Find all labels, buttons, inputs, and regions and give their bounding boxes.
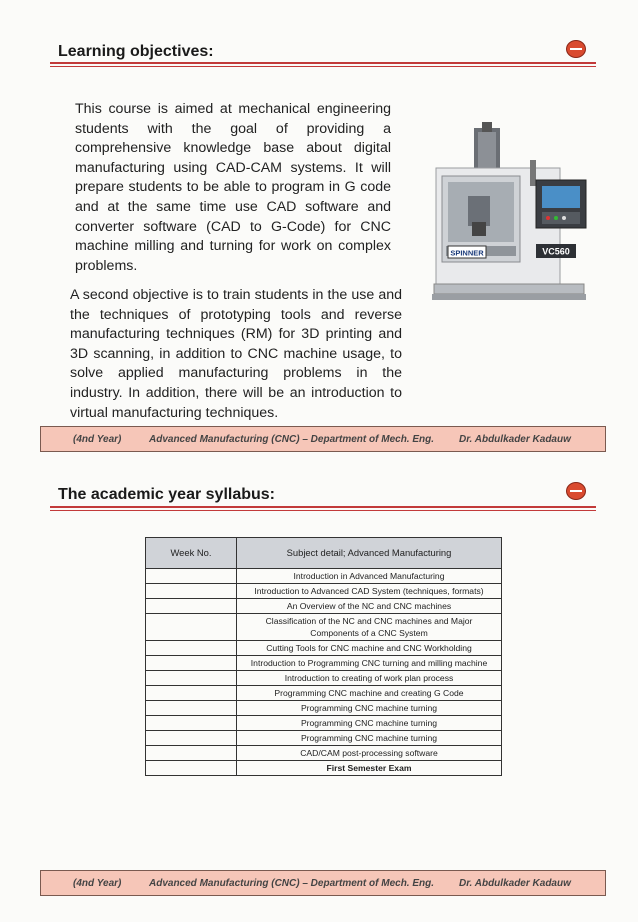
section-divider [50, 506, 596, 511]
subject-cell: Introduction in Advanced Manufacturing [237, 569, 502, 584]
subject-cell: Introduction to creating of work plan process [237, 671, 502, 686]
paragraph-line: problems. [75, 257, 138, 274]
paragraph-line: industry. In addition, there will be an introduction to [70, 384, 402, 401]
week-cell [146, 761, 237, 776]
week-cell [146, 701, 237, 716]
table-row [146, 761, 502, 776]
table-row [146, 584, 502, 599]
paragraph-line: the techniques of prototyping tools and reverse [70, 306, 402, 323]
section-bullet-icon [566, 482, 586, 500]
section-divider [50, 62, 596, 67]
table-row [146, 599, 502, 614]
week-cell [146, 716, 237, 731]
paragraph-line: 3D scanning, in addition to CNC machine usage, to [70, 345, 402, 362]
week-cell [146, 656, 237, 671]
paragraph-line: This course is aimed at mechanical engineering [75, 101, 391, 117]
subject-cell: CAD/CAM post-processing software [237, 746, 502, 761]
page-footer-bottom [40, 870, 606, 896]
paragraph-line: converter software (CAD to G-Code) for CNC [75, 218, 391, 235]
paragraph-line: prepare students to be able to program in G code [75, 179, 391, 196]
paragraph-line: A second objective is to train students in the use and [70, 287, 402, 303]
paragraph-line: and at the same time use CAD software and [75, 198, 391, 215]
footer-author: Dr. Abdulkader Kadauw [459, 878, 571, 889]
paragraph-line: manufacturing using CAD-CAM systems. It will [75, 159, 391, 176]
objectives-paragraph-1 [75, 100, 391, 276]
table-row [146, 716, 502, 731]
subject-cell: Programming CNC machine turning [237, 701, 502, 716]
subject-cell: An Overview of the NC and CNC machines [237, 599, 502, 614]
footer-year: (4nd Year) [73, 878, 122, 889]
week-cell [146, 614, 237, 641]
week-cell [146, 584, 237, 599]
week-cell [146, 569, 237, 584]
table-row [146, 569, 502, 584]
week-cell [146, 599, 237, 614]
table-row [146, 731, 502, 746]
subject-cell: Programming CNC machine turning [237, 716, 502, 731]
table-row [146, 671, 502, 686]
subject-cell: Cutting Tools for CNC machine and CNC Workholding [237, 641, 502, 656]
paragraph-line: manufacturing techniques (RM) for 3D printing and [70, 326, 402, 343]
machine-model-label: VC560 [542, 246, 570, 257]
page-footer-top [40, 426, 606, 452]
subject-cell: Programming CNC machine and creating G Code [237, 686, 502, 701]
table-row [146, 641, 502, 656]
subject-cell: First Semester Exam [237, 761, 502, 776]
cnc-machine-image [412, 118, 608, 310]
week-cell [146, 641, 237, 656]
week-cell [146, 746, 237, 761]
subject-cell: Classification of the NC and CNC machines and Major Components of a CNC System [237, 614, 502, 641]
table-header-week: Week No. [146, 538, 237, 569]
footer-course: Advanced Manufacturing (CNC) – Department of Mech. Eng. [149, 878, 435, 889]
machine-brand-label: SPINNER [450, 248, 484, 258]
week-cell [146, 671, 237, 686]
table-row [146, 701, 502, 716]
section-title-syllabus: The academic year syllabus: [58, 486, 275, 503]
syllabus-table [145, 537, 502, 776]
table-row [146, 656, 502, 671]
objectives-paragraph-2 [70, 286, 402, 423]
table-row [146, 746, 502, 761]
table-row [146, 686, 502, 701]
section-bullet-icon [566, 40, 586, 58]
paragraph-line: virtual manufacturing techniques. [70, 404, 279, 421]
footer-course: Advanced Manufacturing (CNC) – Department of Mech. Eng. [149, 434, 435, 445]
subject-cell: Programming CNC machine turning [237, 731, 502, 746]
paragraph-line: machine milling and turning for work on complex [75, 238, 391, 255]
paragraph-line: comprehensive knowledge base about digital [75, 140, 391, 157]
footer-author: Dr. Abdulkader Kadauw [459, 434, 571, 445]
subject-cell: Introduction to Programming CNC turning and milling machine [237, 656, 502, 671]
table-header-row [146, 538, 502, 569]
table-header-subject: Subject detail; Advanced Manufacturing [237, 538, 502, 569]
table-row [146, 614, 502, 641]
section-title-learning-objectives: Learning objectives: [58, 43, 214, 60]
week-cell [146, 686, 237, 701]
paragraph-line: solve applied manufacturing problems in the [70, 365, 402, 382]
paragraph-line: students with the goal of providing a [75, 120, 391, 137]
subject-cell: Introduction to Advanced CAD System (techniques, formats) [237, 584, 502, 599]
week-cell [146, 731, 237, 746]
footer-year: (4nd Year) [73, 434, 122, 445]
